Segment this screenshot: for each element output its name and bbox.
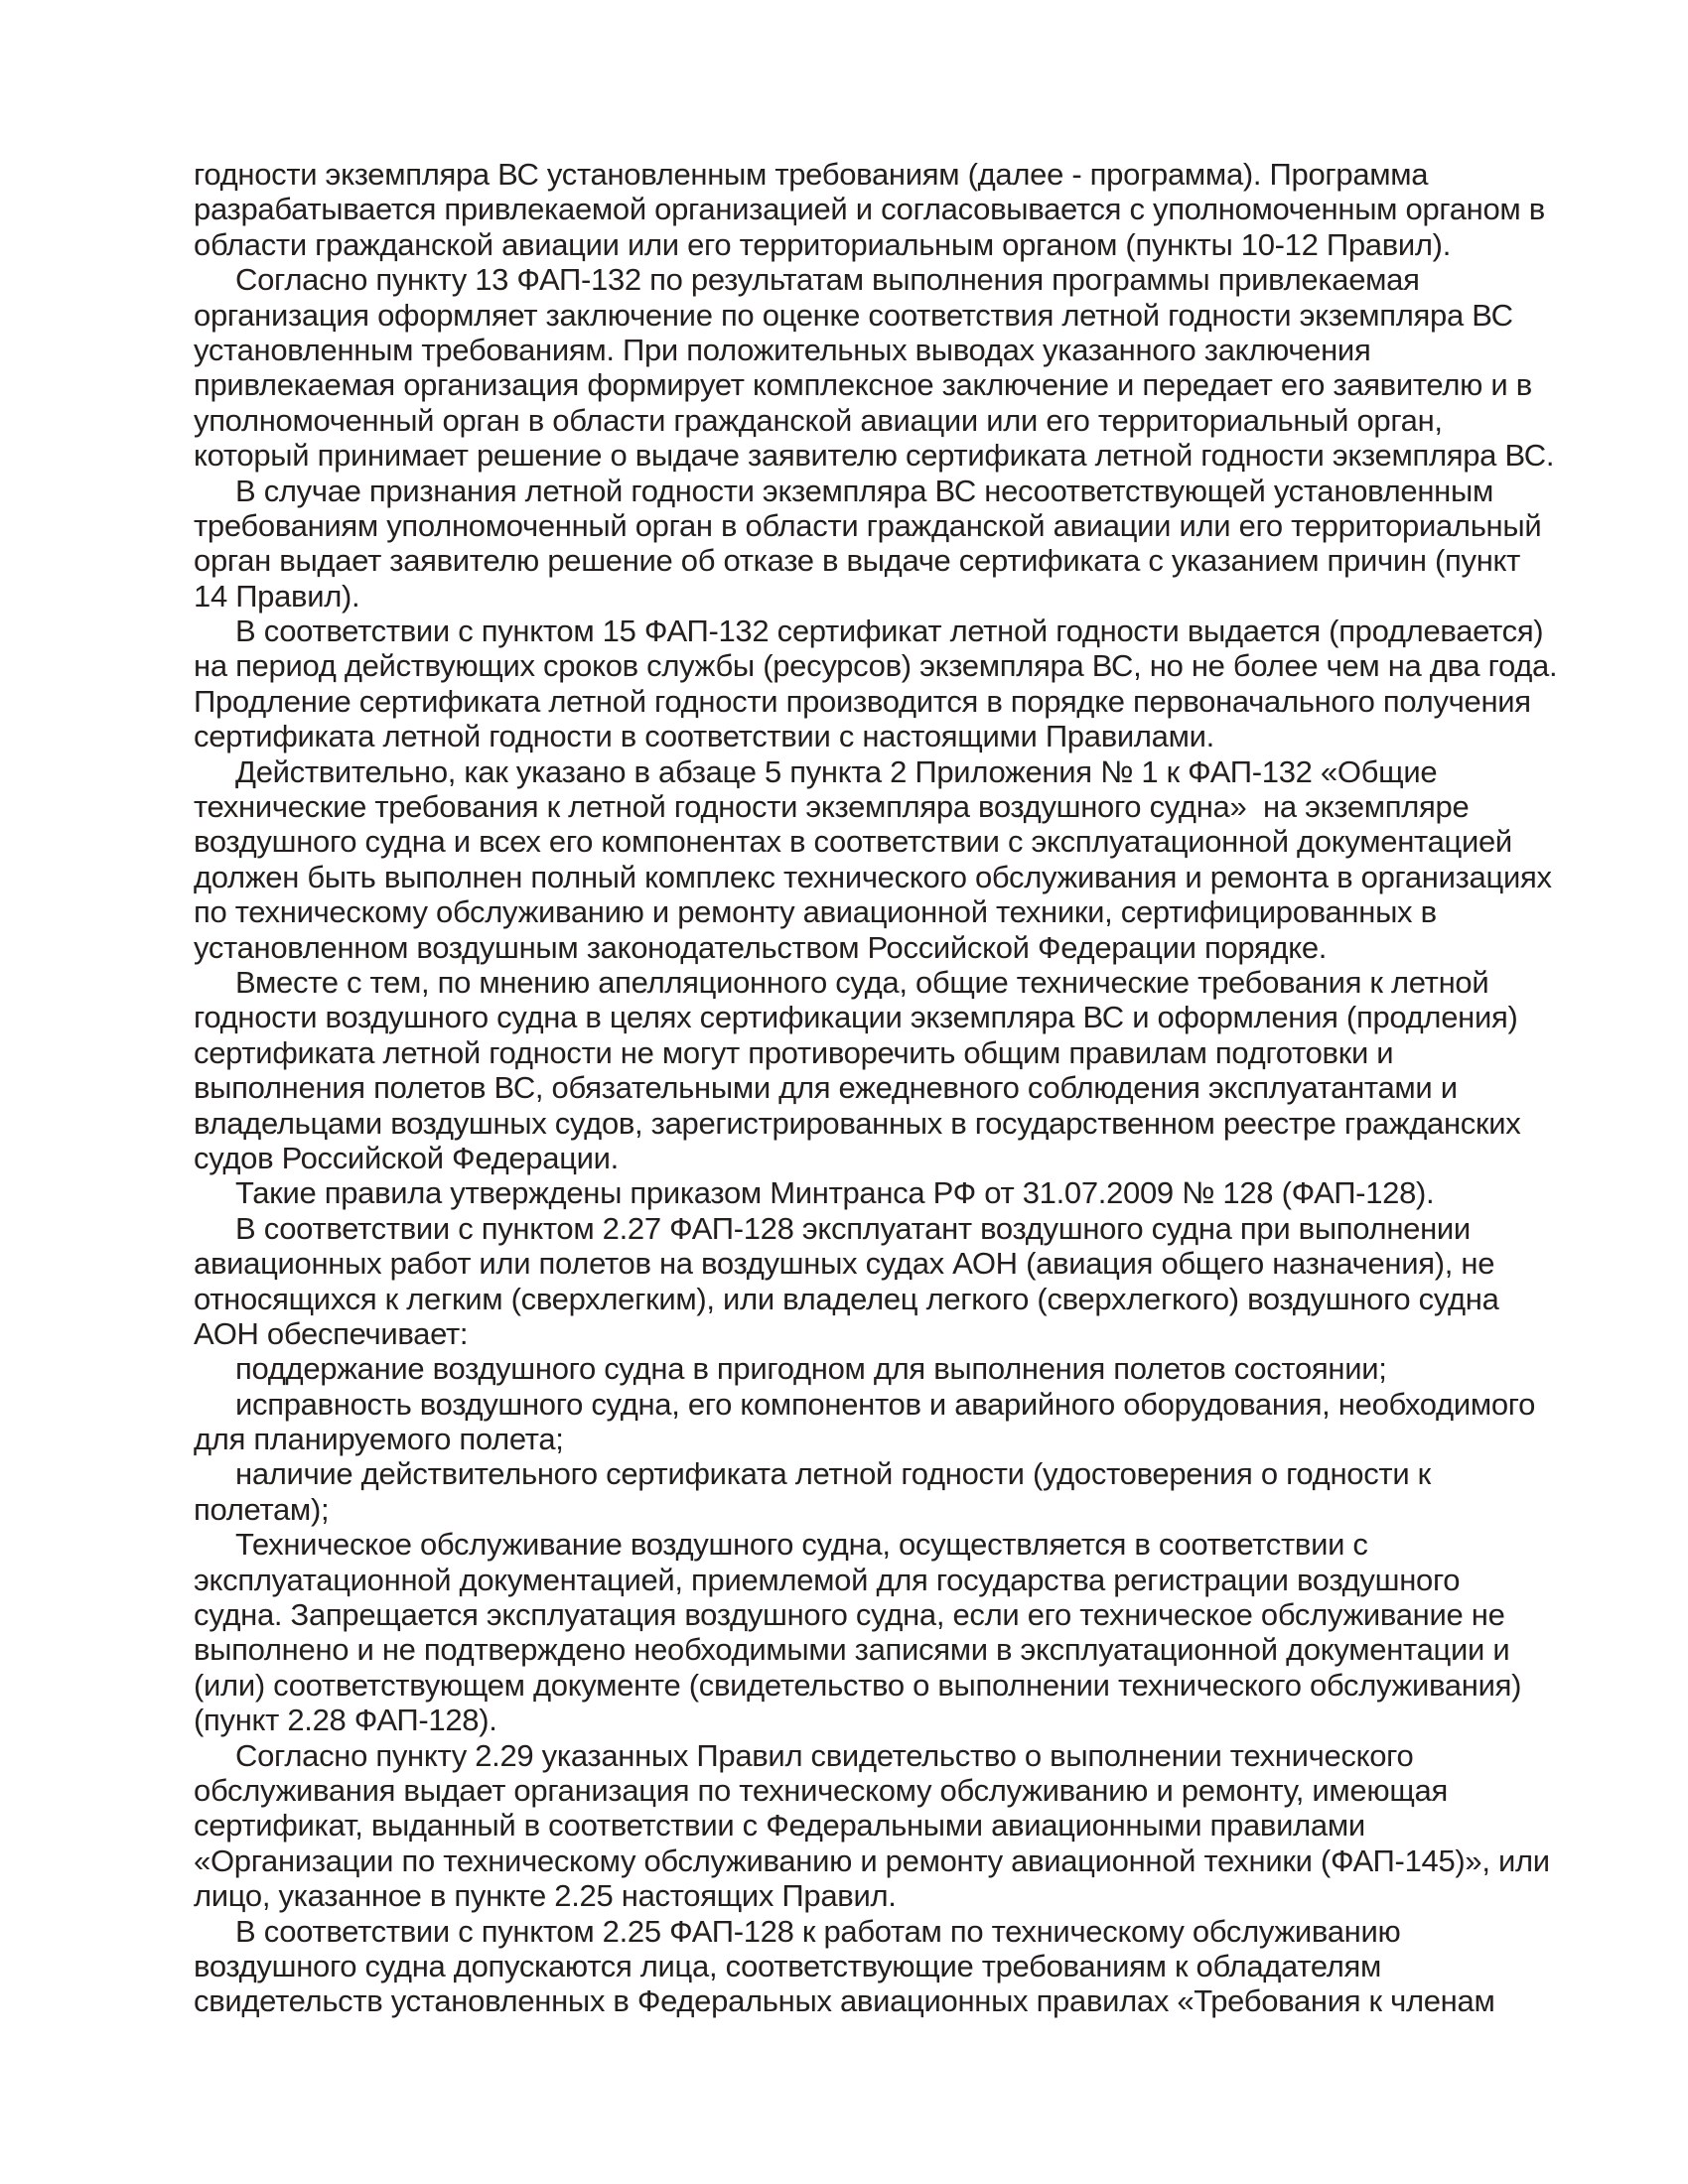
text-line: на период действующих сроков службы (ресурсов) экземпляра ВС, но не более чем на два года. <box>194 648 1558 684</box>
text-line: Согласно пункту 2.29 указанных Правил свидетельство о выполнении технического <box>235 1737 1414 1773</box>
text-line: годности экземпляра ВС установленным требованиям (далее - программа). Программа <box>194 157 1429 192</box>
text-line: судов Российской Федерации. <box>194 1140 619 1175</box>
text-line: орган выдает заявителю решение об отказе в выдаче сертификата с указанием причин (пункт <box>194 543 1521 579</box>
text-line: воздушного судна и всех его компонентах в соответствии с эксплуатационной документацией <box>194 824 1512 860</box>
text-line: поддержание воздушного судна в пригодном для выполнения полетов состоянии; <box>235 1351 1387 1387</box>
document-text-block <box>194 157 1566 2019</box>
text-line: (или) соответствующем документе (свидетельство о выполнении технического обслуживания) <box>194 1667 1522 1703</box>
text-line: В соответствии с пунктом 15 ФАП-132 сертификат летной годности выдается (продлевается) <box>235 614 1544 649</box>
text-line: выполнения полетов ВС, обязательными для ежедневного соблюдения эксплуатантами и <box>194 1070 1458 1106</box>
text-line: эксплуатационной документацией, приемлемой для государства регистрации воздушного <box>194 1562 1461 1597</box>
text-line: относящихся к легким (сверхлегким), или владелец легкого (сверхлегкого) воздушного судна <box>194 1281 1499 1316</box>
text-line: обслуживания выдает организация по техническому обслуживанию и ремонту, имеющая <box>194 1772 1448 1808</box>
text-line: наличие действительного сертификата летной годности (удостоверения о годности к <box>235 1456 1431 1492</box>
text-line: сертификата летной годности в соответствии с настоящими Правилами. <box>194 719 1214 754</box>
text-line: разрабатывается привлекаемой организацией и согласовывается с уполномоченным органом в <box>194 192 1545 227</box>
text-line: АОН обеспечивает: <box>194 1315 469 1351</box>
text-line: авиационных работ или полетов на воздушных судах АОН (авиация общего назначения), не <box>194 1246 1495 1282</box>
text-line: Действительно, как указано в абзаце 5 пункта 2 Приложения № 1 к ФАП-132 «Общие <box>235 753 1438 789</box>
text-line: Продление сертификата летной годности производится в порядке первоначального получения <box>194 683 1531 719</box>
text-line: области гражданской авиации или его территориальным органом (пункты 10-12 Правил). <box>194 226 1452 262</box>
text-line: Вместе с тем, по мнению апелляционного суда, общие технические требования к летной <box>235 964 1489 1000</box>
text-line: выполнено и не подтверждено необходимыми записями в эксплуатационной документации и <box>194 1632 1510 1668</box>
text-line: исправность воздушного судна, его компонентов и аварийного оборудования, необходимого <box>235 1386 1536 1422</box>
text-line: воздушного судна допускаются лица, соответствующие требованиям к обладателям <box>194 1948 1382 1983</box>
text-line: для планируемого полета; <box>194 1422 564 1457</box>
text-line: требованиям уполномоченный орган в области гражданской авиации или его территориальный <box>194 507 1542 543</box>
text-line: «Организации по техническому обслуживанию и ремонту авиационной техники (ФАП-145)», или <box>194 1843 1550 1878</box>
text-line: установленном воздушным законодательством Российской Федерации порядке. <box>194 929 1328 965</box>
text-line: Согласно пункту 13 ФАП-132 по результатам выполнения программы привлекаемая <box>235 262 1420 298</box>
text-line: должен быть выполнен полный комплекс технического обслуживания и ремонта в организациях <box>194 859 1552 894</box>
text-line: В соответствии с пунктом 2.25 ФАП-128 к работам по техническому обслуживанию <box>235 1913 1401 1949</box>
text-line: сертификата летной годности не могут противоречить общим правилам подготовки и <box>194 1034 1394 1070</box>
text-line: уполномоченный орган в области гражданской авиации или его территориальный орган, <box>194 402 1443 438</box>
text-line: Техническое обслуживание воздушного судна, осуществляется в соответствии с <box>235 1527 1368 1563</box>
text-line: (пункт 2.28 ФАП-128). <box>194 1703 497 1738</box>
text-line: организация оформляет заключение по оценке соответствия летной годности экземпляра ВС <box>194 297 1513 333</box>
text-line: В соответствии с пунктом 2.27 ФАП-128 эксплуатант воздушного судна при выполнении <box>235 1210 1471 1246</box>
text-line: годности воздушного судна в целях сертификации экземпляра ВС и оформления (продления) <box>194 1000 1518 1035</box>
text-line: технические требования к летной годности экземпляра воздушного судна» на экземпляре <box>194 789 1470 825</box>
text-line: привлекаемая организация формирует комплексное заключение и передает его заявителю и в <box>194 367 1532 403</box>
text-line: Такие правила утверждены приказом Минтранса РФ от 31.07.2009 № 128 (ФАП-128). <box>235 1175 1435 1211</box>
text-line: владельцами воздушных судов, зарегистрированных в государственном реестре гражданских <box>194 1105 1521 1141</box>
text-line: 14 Правил). <box>194 578 360 614</box>
text-line: лицо, указанное в пункте 2.25 настоящих Правил. <box>194 1878 897 1914</box>
text-line: установленным требованиям. При положительных выводах указанного заключения <box>194 332 1371 367</box>
text-line: который принимает решение о выдаче заявителю сертификата летной годности экземпляра ВС. <box>194 438 1555 474</box>
text-line: полетам); <box>194 1491 330 1527</box>
text-line: сертификат, выданный в соответствии с Федеральными авиационными правилами <box>194 1808 1365 1843</box>
text-line: по техническому обслуживанию и ремонту авиационной техники, сертифицированных в <box>194 894 1437 930</box>
text-line: свидетельств установленных в Федеральных авиационных правилах «Требования к членам <box>194 1983 1495 2019</box>
text-line: В случае признания летной годности экземпляра ВС несоответствующей установленным <box>235 473 1493 508</box>
text-line: судна. Запрещается эксплуатация воздушного судна, если его техническое обслуживание не <box>194 1597 1505 1633</box>
